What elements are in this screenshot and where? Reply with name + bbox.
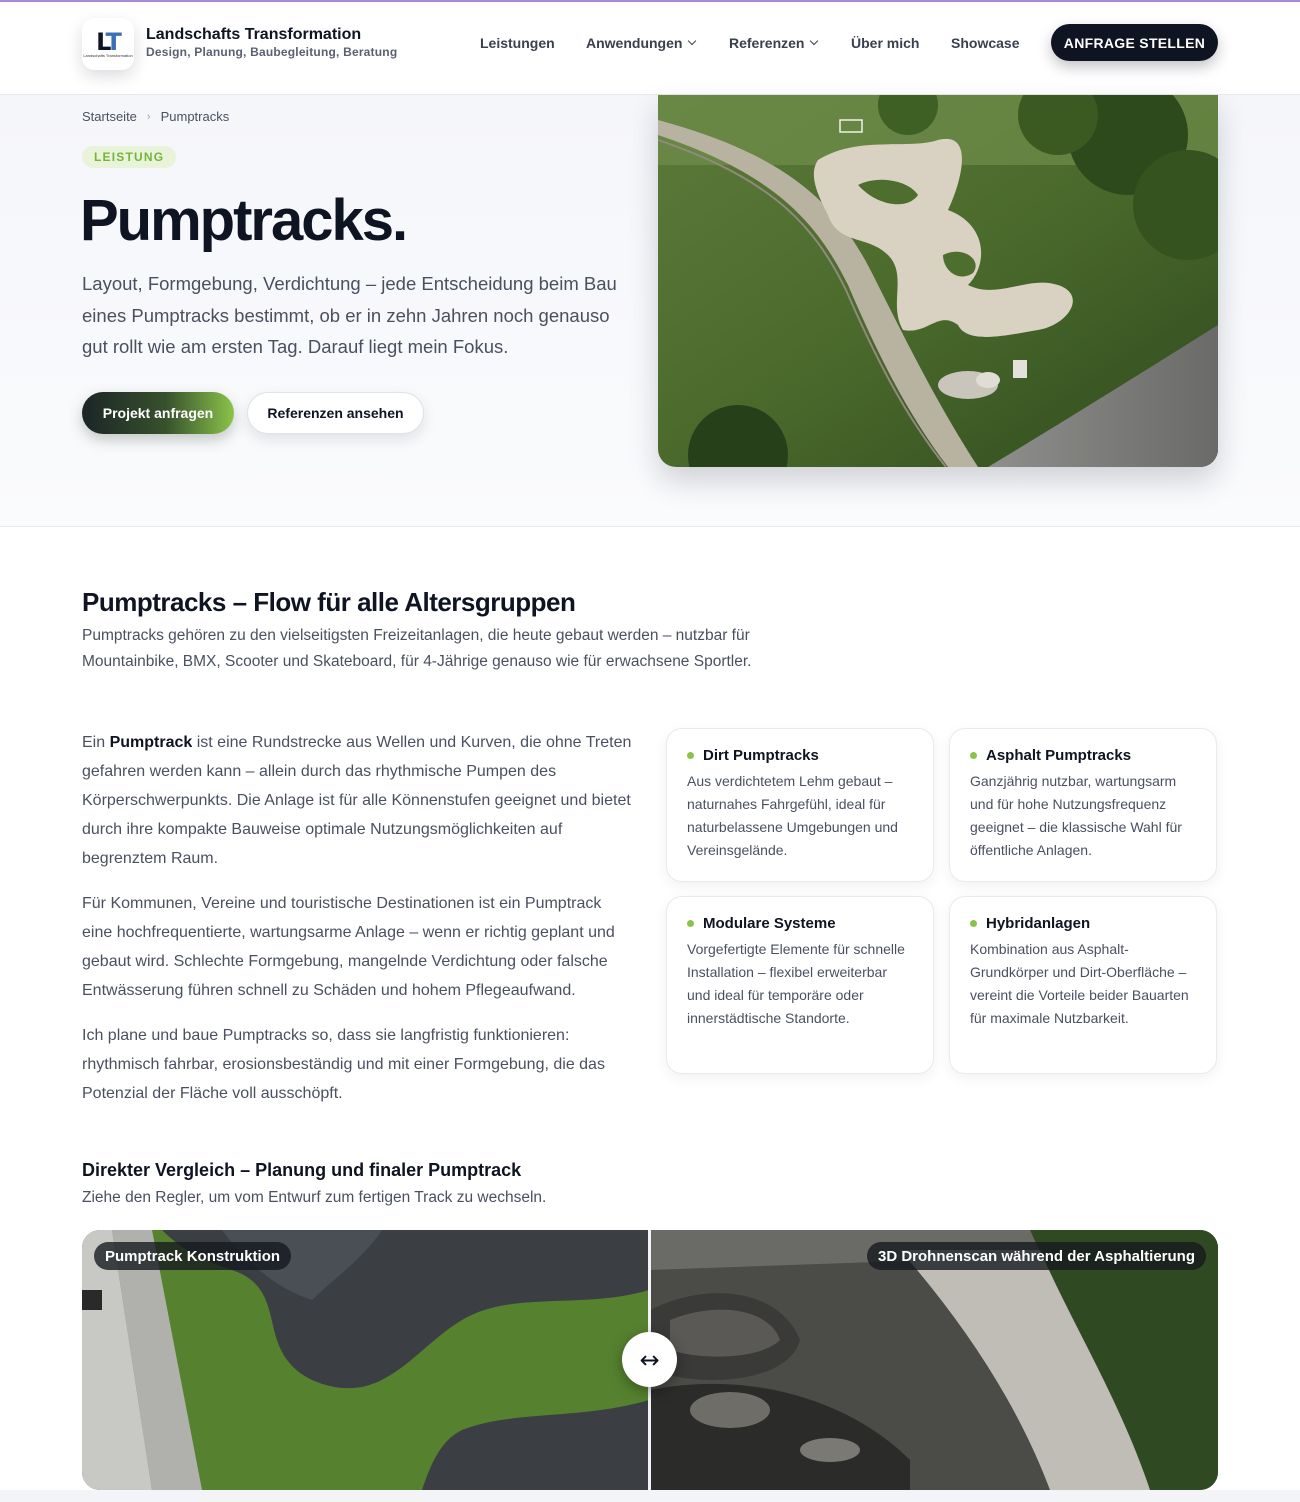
compare-subtitle: Ziehe den Regler, um vom Entwurf zum fertigen Track zu wechseln.: [82, 1189, 547, 1206]
card-asphalt-pumptracks: Asphalt Pumptracks Ganzjährig nutzbar, wartungsarm und für hohe Nutzungsfrequenz geeignet – die klassische Wahl für öffentliche Anlagen.: [949, 728, 1217, 882]
compare-title: Direkter Vergleich – Planung und finaler Pumptrack: [82, 1160, 522, 1180]
card-dirt-pumptracks: Dirt Pumptracks Aus verdichtetem Lehm gebaut – naturnahes Fahrgefühl, ideal für naturbelassene Umgebungen und Vereinsgelände.: [666, 728, 934, 882]
nav-referenzen[interactable]: Referenzen: [729, 35, 817, 51]
nav-showcase[interactable]: Showcase: [951, 35, 1020, 51]
paragraph-3: Ich plane und baue Pumptracks so, dass sie langfristig funktionieren: rhythmisch fahrbar, erosionsbeständig und mit einer Formgebung, die das Potenzial der Fläche voll ausschöpft.: [82, 1027, 605, 1102]
slider-handle-arrows-icon[interactable]: ↔: [622, 1332, 677, 1387]
card-hybridanlagen: Hybridanlagen Kombination aus Asphalt-Grundkörper und Dirt-Oberfläche – vereint die Vorteile beider Bauarten für maximale Nutzbarkeit.: [949, 896, 1217, 1074]
logo[interactable]: [82, 18, 134, 70]
referenzen-ansehen-button[interactable]: Referenzen ansehen: [247, 392, 424, 434]
bullet-dot-icon: [687, 920, 694, 927]
nav-anwendungen[interactable]: Anwendungen: [586, 35, 695, 51]
brand-title[interactable]: Landschafts Transformation: [146, 26, 362, 43]
breadcrumb-current: Pumptracks: [160, 109, 230, 124]
bullet-dot-icon: [970, 920, 977, 927]
paragraph-1: Ein Pumptrack ist eine Rundstrecke aus Wellen und Kurven, die ohne Treten gefahren werden kann – allein durch das rhythmische Pumpen des Körperschwerpunkts. Die Anlage ist für alle Könnenstufen geeignet und bietet durch ihre kompakte Bauweise optimale Nutzungsmöglichkeiten auf begrenztem Raum.: [82, 734, 632, 867]
breadcrumb: [82, 109, 229, 124]
chevron-down-icon: [688, 37, 696, 45]
nav-ueber-mich[interactable]: Über mich: [851, 35, 920, 51]
page-title: Pumptracks.: [80, 188, 407, 253]
hero-description: Layout, Formgebung, Verdichtung – jede Entscheidung beim Bau eines Pumptracks bestimmt, ob er in zehn Jahren noch genauso gut rollt wie am ersten Tag. Darauf liegt mein Fokus.: [82, 273, 617, 357]
chevron-down-icon: [810, 37, 818, 45]
compare-left-label: Pumptrack Konstruktion: [94, 1242, 291, 1270]
breadcrumb-separator-icon: ›: [146, 110, 151, 123]
compare-right-label: 3D Drohnenscan während der Asphaltierung: [867, 1242, 1206, 1270]
breadcrumb-home[interactable]: Startseite: [82, 109, 137, 124]
before-after-slider[interactable]: [82, 1230, 1218, 1490]
body-text-column: [82, 728, 634, 1124]
site-header: [0, 2, 1300, 95]
hero-image-pumptrack-aerial: [658, 95, 1218, 467]
pumptrack-aerial-illustration: [658, 95, 1218, 467]
hero-section: [0, 95, 1300, 527]
anfrage-stellen-button[interactable]: ANFRAGE STELLEN: [1051, 24, 1218, 61]
bullet-dot-icon: [970, 752, 977, 759]
section-lead: Pumptracks gehören zu den vielseitigsten Freizeitanlagen, die heute gebaut werden – nutzbar für Mountainbike, BMX, Scooter und Skateboard, für 4-Jährige genauso wie für erwachsene Sportler.: [82, 627, 752, 670]
brand-subtitle: Design, Planung, Baubegleitung, Beratung: [146, 45, 398, 59]
section-title: Pumptracks – Flow für alle Altersgruppen: [82, 587, 576, 617]
category-badge: LEISTUNG: [82, 146, 176, 168]
logo-mark: LT: [96, 27, 120, 56]
card-modulare-systeme: Modulare Systeme Vorgefertigte Elemente für schnelle Installation – flexibel erweiterbar und ideal für temporäre oder innerstädtische Standorte.: [666, 896, 934, 1074]
paragraph-2: Für Kommunen, Vereine und touristische Destinationen ist ein Pumptrack eine hochfrequentierte, wartungsarme Anlage – wenn er richtig geplant und gebaut wird. Schlechte Formgebung, mangelnde Verdichtung oder falsche Entwässerung führen schnell zu Schäden und hohem Pflegeaufwand.: [82, 895, 615, 999]
projekt-anfragen-button[interactable]: Projekt anfragen: [82, 392, 234, 434]
bullet-dot-icon: [687, 752, 694, 759]
bottom-strip: [0, 1490, 1300, 1502]
nav-leistungen[interactable]: Leistungen: [480, 35, 555, 51]
logo-small-text: Landschafts Transformation: [83, 52, 133, 58]
